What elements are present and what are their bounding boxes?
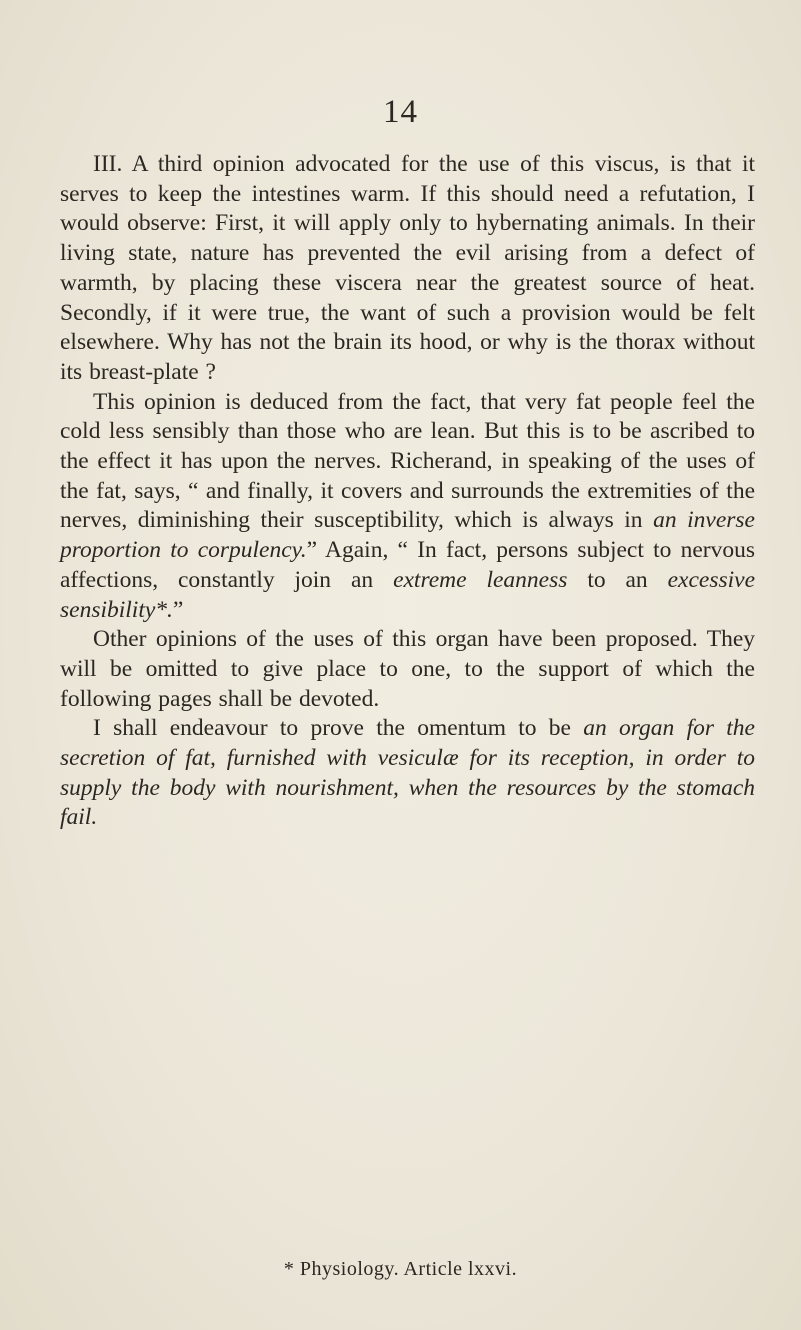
footnote: * Physiology. Article lxxvi. <box>283 1258 518 1280</box>
italic-text-run: an organ for the secretion of fat, furnished with vesiculæ for its reception, in order to supply the body with nourishment, when the resources by the stomach fail. <box>60 715 755 831</box>
page-number: 14 <box>383 94 418 130</box>
text-run: I shall endeavour to prove the omentum to be <box>93 715 584 742</box>
text-run: This opinion is deduced from the fact, that very fat people feel the cold less sensibly than those who are lean. But this is to be ascribed to the effect it has upon the nerves. Richerand, in speaking of the uses of the fat, says, “ and finally, it covers and surrounds the extremities of the nerves, diminishing their susceptibility, which is always in <box>60 388 755 534</box>
text-run: III. A third opinion advocated for the use of this viscus, is that it serves to keep the intestines warm. If this should need a refutation, I would observe: First, it will apply only to hybernating animals. In their living state, nature has prevented the evil arising from a defect of warmth, by placing these viscera near the greatest source of heat. Secondly, if it were true, the want of such a provision would be felt elsewhere. Why has not the brain its hood, or why is the thorax without its breast-plate ? <box>60 151 755 385</box>
paragraph <box>60 388 755 626</box>
italic-text-run: excessive sensibility*. <box>60 566 755 623</box>
text-run: ” <box>172 596 184 623</box>
body-text <box>60 150 755 833</box>
paragraph <box>60 625 755 714</box>
paragraph <box>60 714 755 833</box>
italic-text-run: an inverse proportion to corpulency. <box>60 507 755 564</box>
text-run: Other opinions of the uses of this organ have been proposed. They will be omitted to give place to one, to the support of which the following pages shall be devoted. <box>60 626 755 712</box>
italic-text-run: extreme leanness <box>393 566 568 593</box>
text-run: to an <box>567 566 668 593</box>
text-run: ” Again, “ In fact, persons subject to nervous affections, constantly join an <box>60 537 755 593</box>
paragraph <box>60 150 755 388</box>
